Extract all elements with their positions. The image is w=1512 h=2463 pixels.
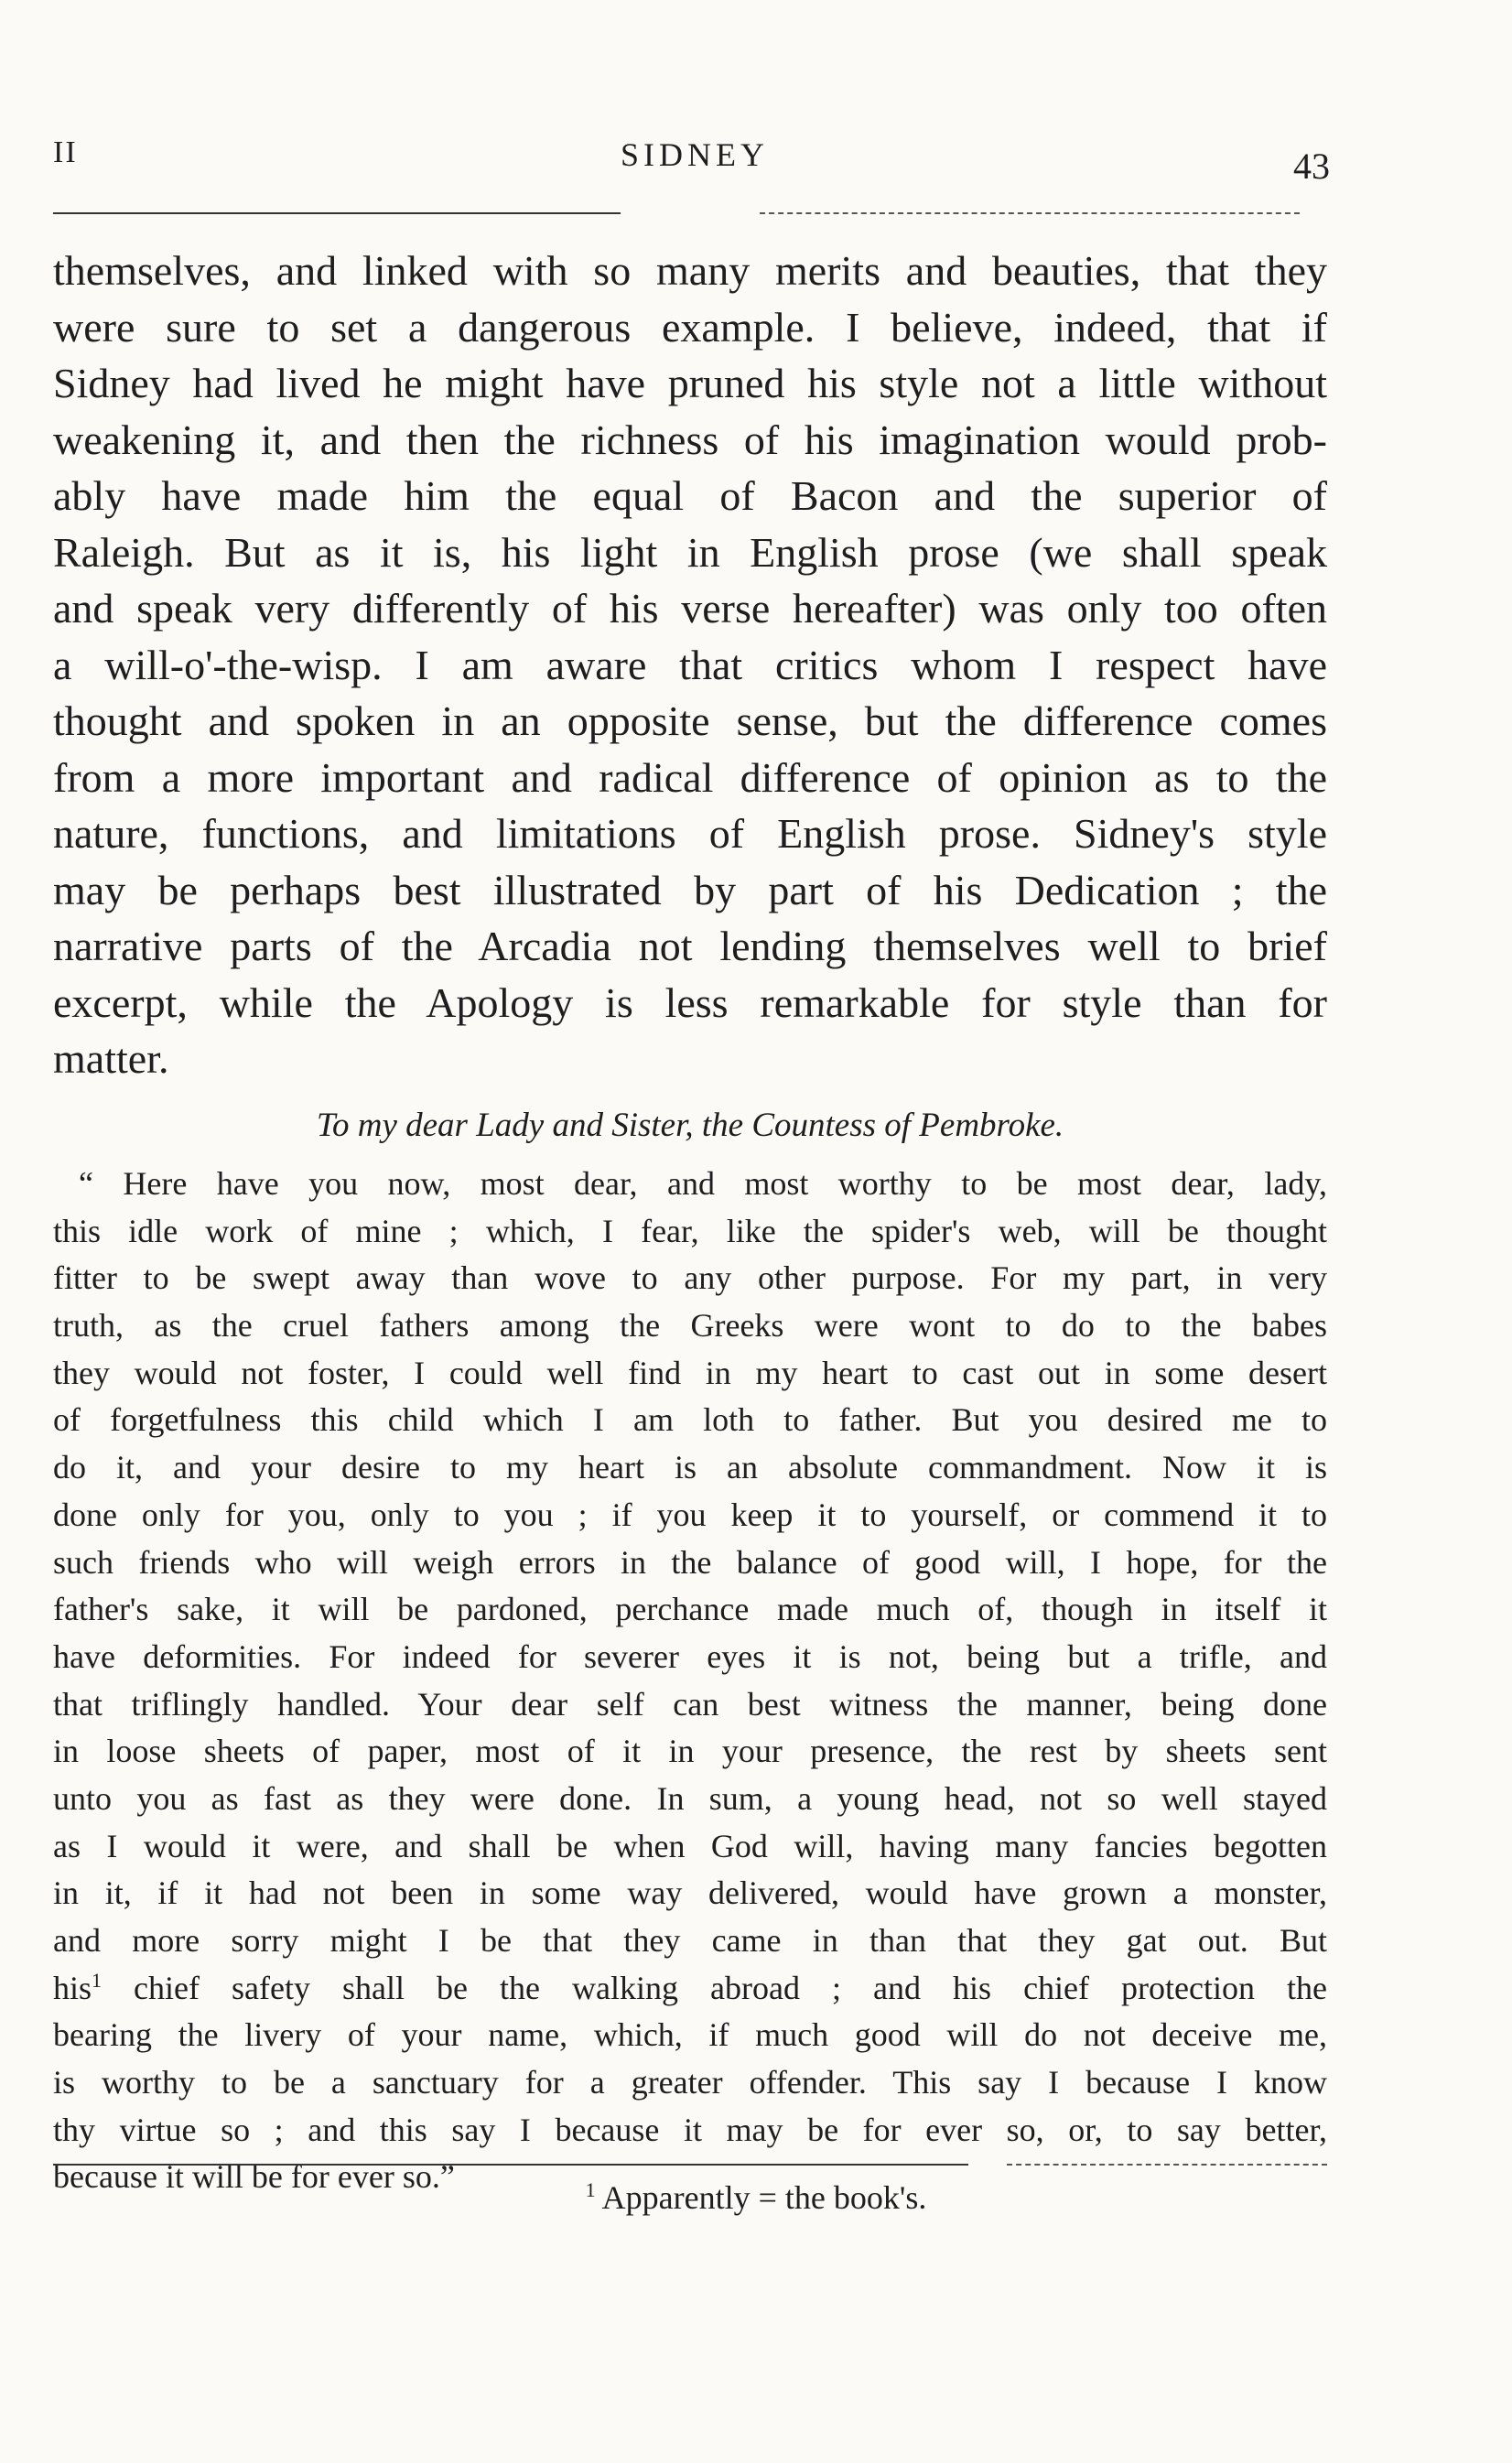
running-header — [53, 135, 1330, 190]
body-line: were sure to set a dangerous example. I believe, indeed, that if — [53, 303, 1327, 351]
dedication-letter — [53, 1161, 1327, 2201]
body-line: and speak very differently of his verse hereafter) was only too often — [53, 585, 1327, 632]
letter-line: bearing the livery of your name, which, if much good will do not deceive me, — [53, 2016, 1327, 2054]
body-line: narrative parts of the Arcadia not lending themselves well to brief — [53, 923, 1327, 969]
body-line: thought and spoken in an opposite sense, but the difference comes — [53, 697, 1327, 744]
letter-line: thy virtue so ; and this say I because it may be for ever so, or, to say better, — [53, 2111, 1327, 2148]
letter-line-with-footnote — [53, 1965, 1327, 2013]
footnote-rule-left — [53, 2164, 968, 2166]
letter-line: father's sake, it will be pardoned, perchance made much of, though in itself it — [53, 1591, 1327, 1628]
body-line: Sidney had lived he might have pruned his style not a little without — [53, 360, 1327, 406]
body-line: may be perhaps best illustrated by part of his Dedication ; the — [53, 866, 1327, 913]
chapter-number: II — [53, 135, 78, 169]
body-line: weakening it, and then the richness of his imagination would prob- — [53, 416, 1327, 463]
letter-line: in loose sheets of paper, most of it in your presence, the rest by sheets sent — [53, 1733, 1327, 1770]
header-rule-left — [53, 212, 621, 214]
letter-line: truth, as the cruel fathers among the Greeks were wont to do to the babes — [53, 1307, 1327, 1345]
letter-line: fitter to be swept away than wove to any other purpose. For my part, in very — [53, 1259, 1327, 1297]
letter-line: is worthy to be a sanctuary for a greater offender. This say I because I know — [53, 2064, 1327, 2101]
body-line: matter. — [53, 1035, 169, 1082]
letter-line: do it, and your desire to my heart is an absolute commandment. Now it is — [53, 1449, 1327, 1486]
letter-line: unto you as fast as they were done. In sum, a young head, not so well stayed — [53, 1779, 1327, 1817]
dedication-title: To my dear Lady and Sister, the Countess of Pembroke. — [316, 1107, 1064, 1144]
letter-line: done only for you, only to you ; if you keep it to yourself, or commend it to — [53, 1496, 1327, 1533]
running-title: SIDNEY — [621, 136, 769, 173]
body-line: excerpt, while the Apology is less remarkable for style than for — [53, 978, 1327, 1026]
letter-line: have deformities. For indeed for severer eyes it is not, being but a trifle, and — [53, 1637, 1327, 1675]
page-number: 43 — [1293, 146, 1330, 187]
header-rule-right — [760, 212, 1300, 214]
body-line: from a more important and radical difference of opinion as to the — [53, 753, 1327, 801]
letter-line: they would not foster, I could well find in my heart to cast out in some desert — [53, 1354, 1327, 1391]
body-line: ably have made him the equal of Bacon and the superior of — [53, 472, 1327, 519]
letter-line: and more sorry might I be that they came in than that they gat out. But — [53, 1922, 1327, 1959]
letter-line: as I would it were, and shall be when God will, having many fancies begotten — [53, 1827, 1327, 1864]
letter-line: in it, if it had not been in some way delivered, would have grown a monster, — [53, 1874, 1327, 1912]
letter-line: this idle work of mine ; which, I fear, like the spider's web, will be thought — [53, 1212, 1327, 1249]
letter-line: because it will be for ever so.” — [53, 2158, 455, 2196]
footnote-reference: 1 — [92, 1968, 103, 1992]
body-line: a will-o'-the-wisp. I am aware that critics whom I respect have — [53, 641, 1327, 688]
letter-word: his — [53, 1969, 92, 2006]
footnote-marker: 1 — [585, 2178, 596, 2201]
body-line: themselves, and linked with so many merits and beauties, that they — [53, 247, 1327, 294]
footnote-rule-right — [1007, 2164, 1327, 2166]
letter-line-rest: chief safety shall be the walking abroad ; and his chief protection the — [102, 1969, 1327, 2006]
body-paragraph — [53, 243, 1327, 1087]
letter-line: of forgetfulness this child which I am loth to father. But you desired me to — [53, 1401, 1327, 1439]
letter-line: such friends who will weigh errors in the balance of good will, I hope, for the — [53, 1543, 1327, 1581]
footnote-text: Apparently = the book's. — [595, 2179, 927, 2216]
body-line: nature, functions, and limitations of English prose. Sidney's style — [53, 810, 1327, 857]
footnote — [0, 2178, 1512, 2217]
letter-line: “ Here have you now, most dear, and most worthy to be most dear, lady, — [79, 1165, 1327, 1202]
letter-line: that triflingly handled. Your dear self can best witness the manner, being done — [53, 1685, 1327, 1723]
body-line: Raleigh. But as it is, his light in English prose (we shall speak — [53, 528, 1327, 576]
